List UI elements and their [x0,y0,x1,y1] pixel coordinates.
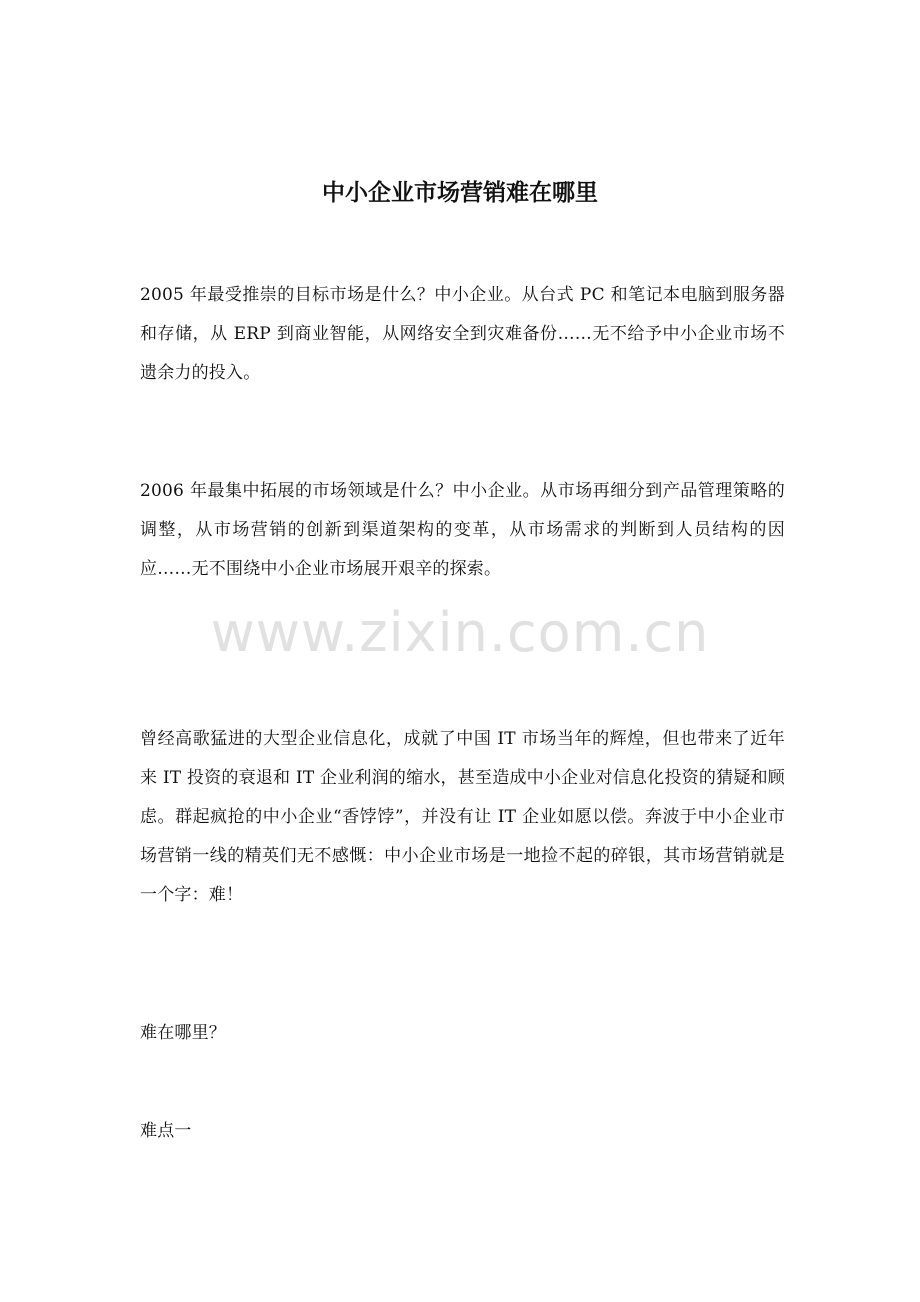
paragraph-2005: 2005 年最受推崇的目标市场是什么？中小企业。从台式 PC 和笔记本电脑到服务器和存储，从 ERP 到商业智能，从网络安全到灾难备份……无不给予中小企业市场不遗余力的投入。 [140,285,785,383]
document-title: 中小企业市场营销难在哪里 [322,179,598,206]
paragraph-2006: 2006 年最集中拓展的市场领域是什么？中小企业。从市场再细分到产品管理策略的调整，从市场营销的创新到渠道架构的变革，从市场需求的判断到人员结构的因应……无不围绕中小企业市场展开艰辛的探索。 [140,481,785,579]
paragraph-it-market: 曾经高歌猛进的大型企业信息化，成就了中国 IT 市场当年的辉煌，但也带来了近年来 IT 投资的衰退和 IT 企业利润的缩水，甚至造成中小企业对信息化投资的猜疑和顾虑。群起疯抢的中小企业“香饽饽”，并没有让 IT 企业如愿以偿。奔波于中小企业市场营销一线的精英们无不感慨：中小企业市场是一地捡不起的碎银，其市场营销就是一个字：难！ [140,729,785,905]
watermark-text: www.zixin.com.cn [210,601,710,664]
paragraph-question: 难在哪里？ [140,1023,226,1043]
paragraph-difficulty-one: 难点一 [140,1121,192,1141]
